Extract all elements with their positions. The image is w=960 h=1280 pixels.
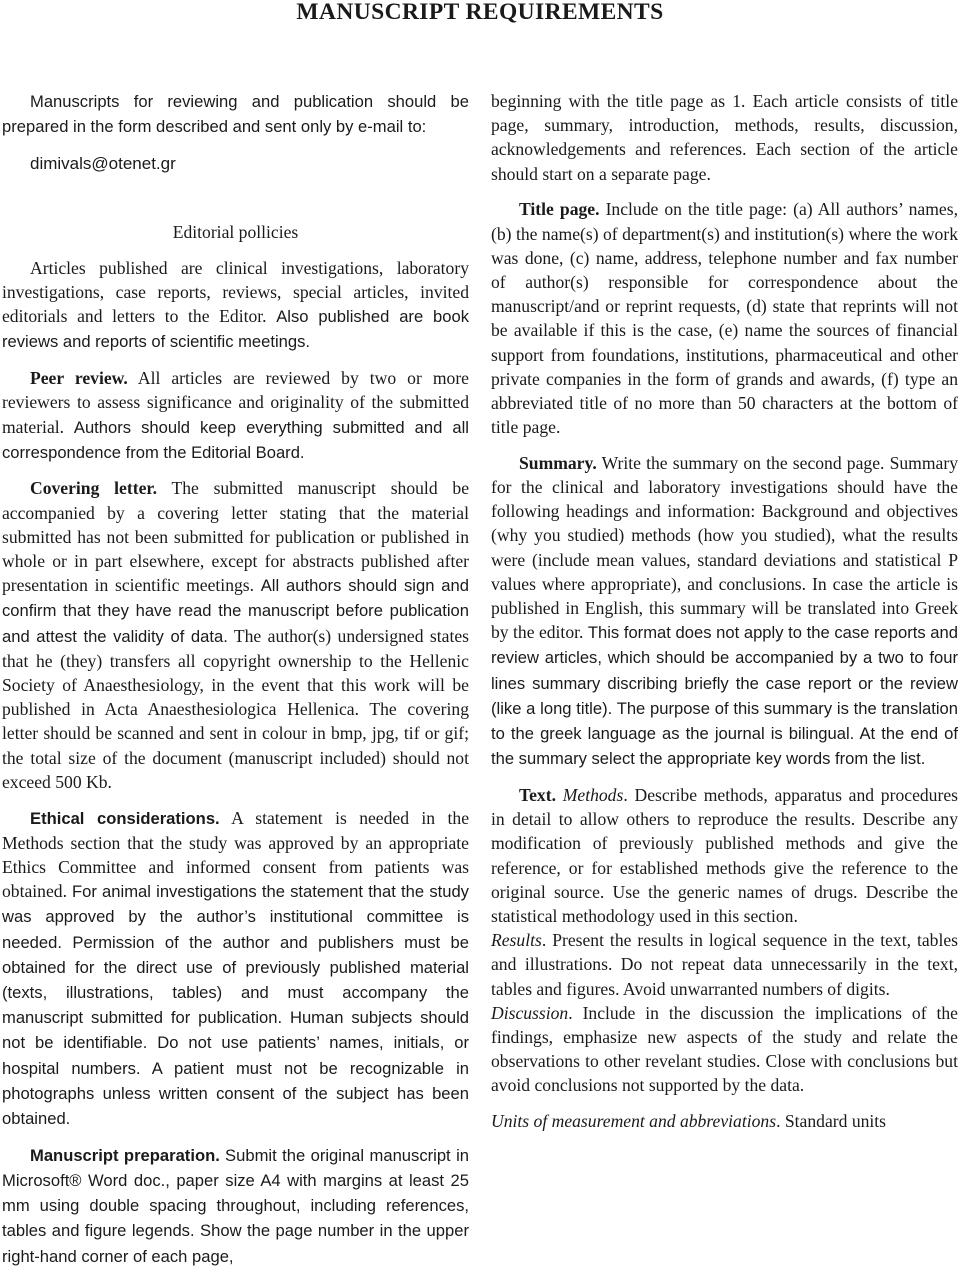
manuscript-preparation-heading: Manuscript preparation. <box>30 1145 220 1165</box>
peer-review-text-extra: Authors should keep everything submitted and all correspondence from the Editorial Board. <box>2 417 469 462</box>
submission-email: dimivals@otenet.gr <box>30 154 176 174</box>
summary-paragraph <box>491 451 958 772</box>
left-column <box>2 89 469 1280</box>
covering-letter-text-rest: The author(s) undersigned states that he (they) transfers all copyright ownership to the Hellenic Society of Anaesthesiology, in the event that this work will be published in Acta Anaesthesiologica Hellenica. The covering letter should be scanned and sent in colour in bmp, jpg, tif or gif; the total size of the document (manuscript included) should not exceed 500 Kb. <box>2 625 469 792</box>
units-text: Standard units <box>784 1111 887 1132</box>
discussion-text: Include in the discussion the implications of the findings, emphasize new aspects of the study and relate the observations to other revelant studies. Close with conclusions but avoid conclusions not supported by the data. <box>491 1002 958 1096</box>
articles-paragraph <box>2 256 469 355</box>
articles-text: Articles published are clinical investigations, laboratory investigations, case reports, reviews, special articles, invited editorials and letters to the Editor. <box>2 257 469 327</box>
covering-letter-heading: Covering letter. <box>30 478 157 499</box>
intro-text: Manuscripts for reviewing and publication should be prepared in the form described and sent only by e-mail to: <box>2 92 469 137</box>
discussion-label: Discussion <box>491 1002 569 1023</box>
summary-heading: Summary. <box>519 452 597 473</box>
text-methods-paragraph: Text. Methods. Describe methods, apparatus and procedures in detail to allow others to reproduce the results. Describe any modification of previously published methods and give the reference, or for established methods give the reference to the original source. Use the generic names of drugs. Describe the statistical methodology used in this section. <box>491 784 958 926</box>
title-page-paragraph <box>491 197 958 439</box>
covering-letter-text: The submitted manuscript should be accompanied by a covering letter stating that the material submitted has not been submitted for publication or published in whole or in part elsewhere, except for abstracts published after presentation in scientific meetings. <box>2 478 469 596</box>
manuscript-preparation-paragraph <box>2 1143 469 1269</box>
right-column <box>491 89 958 1145</box>
units-label: Units of measurement and abbreviations <box>491 1111 777 1132</box>
text-heading: Text. <box>519 784 556 805</box>
methods-label: Methods <box>562 784 624 805</box>
peer-review-paragraph <box>2 366 469 465</box>
covering-letter-text-extra: All authors should sign and confirm that they have read the manuscript before publication and attest the validity of data. <box>2 576 469 646</box>
continued-text: beginning with the title page as 1. Each article consists of title page, summary, introduction, methods, results, discussion, acknowledgements and references. Each section of the article should start on a separate page. <box>491 91 958 184</box>
title-page-heading: Title page. <box>519 199 600 220</box>
ethical-text: A statement is needed in the Methods section that the study was approved by an appropriate Ethics Committee and informed consent from patients was obtained. <box>2 807 469 902</box>
ethical-heading: Ethical considerations. <box>30 808 220 828</box>
discussion-paragraph: Discussion. Include in the discussion the implications of the findings, emphasize new aspects of the study and relate the observations to other revelant studies. Close with conclusions but avoid conclusions not supported by the data. <box>491 1002 958 1096</box>
summary-text-extra: This format does not apply to the case reports and review articles, which should be accompanied by a two to four lines summary discribing briefly the case report or the review (like a long title). The purpose of this summary is the translation to the greek language as the journal is bilingual. At the end of the summary select the appropriate key words from the list. <box>491 623 958 769</box>
units-paragraph: Units of measurement and abbreviations. Standard units <box>491 1111 887 1132</box>
results-text: Present the results in logical sequence in the text, tables and illustrations. Do not repeat data unnecessarily in the text, tables and figures. Avoid unwarranted numbers of digits. <box>491 930 958 999</box>
continued-paragraph <box>491 89 958 186</box>
editorial-policies-heading: Editorial pollicies <box>172 221 299 242</box>
summary-text: Write the summary on the second page. Summary for the clinical and laboratory investigations should have the following headings and information: Background and objectives (why you studied) methods (how you studied), what the results were (include mean values, standard deviations and statistical P values where appropriate), and conclusions. In case the article is published in English, this summary will be translated into Greek by the editor. <box>491 452 958 643</box>
manuscript-preparation-text: Submit the original manuscript in Microsoft® Word doc., paper size A4 with margins at least 25 mm using double spacing throughout, including references, tables and figure legends. Show the page number in the upper right-hand corner of each page, <box>2 1145 469 1266</box>
ethical-paragraph <box>2 806 469 1132</box>
peer-review-heading: Peer review. <box>30 368 128 389</box>
peer-review-text: All articles are reviewed by two or more reviewers to assess significance and originality of the submitted material. <box>2 368 469 437</box>
covering-letter-paragraph <box>2 476 469 794</box>
results-paragraph: Results. Present the results in logical sequence in the text, tables and illustrations. Do not repeat data unnecessarily in the text, tables and figures. Avoid unwarranted numbers of digits. <box>491 930 958 999</box>
ethical-text-extra: For animal investigations the statement that the study was approved by the author’s institutional committee is needed. Permission of the author and publishers must be obtained for the direct use of previously published material (texts, illustrations, tables) and must accompany the manuscript submitted for publication. Human subjects should not be identifiable. Do not use patients’ names, initials, or hospital numbers. A patient must not be recognizable in photographs unless written consent of the subject has been obtained. <box>2 882 469 1129</box>
page-title: MANUSCRIPT REQUIREMENTS <box>296 0 664 25</box>
title-page-text: Include on the title page: (a) All authors’ names, (b) the name(s) of department(s) and institution(s) where the work was done, (c) name, address, telephone number and fax number of author(s) responsible for correspondence about the manuscript/and or reprint requests, (d) state that reprints will not be available if this is the case, (e) name the sources of financial support from foundations, institutions, pharmaceutical and other private companies in the form of grands and awards, (f) type an abbreviated title of no more than 50 characters at the bottom of title page. <box>491 199 958 438</box>
articles-text-extra: Also published are book reviews and reports of scientific meetings. <box>2 307 469 352</box>
results-label: Results <box>491 930 542 951</box>
methods-text: Describe methods, apparatus and procedures in detail to allow others to reproduce the results. Describe any modification of previously published methods and give the reference, or for established methods give the reference to the original source. Use the generic names of drugs. Describe the statistical methodology used in this section. <box>491 784 958 926</box>
intro-paragraph <box>2 89 469 177</box>
